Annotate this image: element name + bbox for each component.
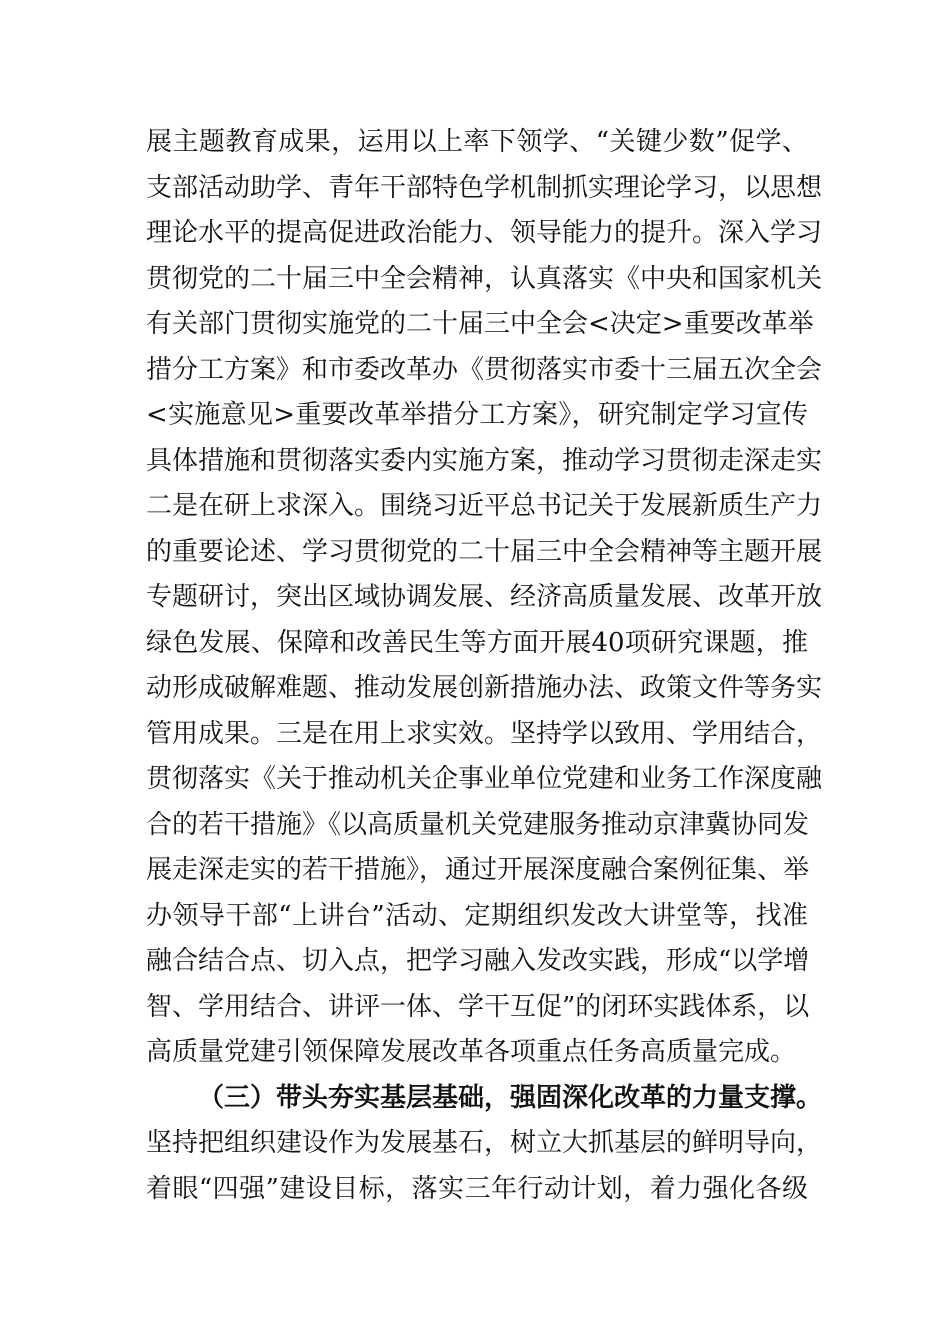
text-line: 的重要论述、学习贯彻党的二十届三中全会精神等主题开展 [146, 536, 823, 567]
text-line: 具体措施和贯彻落实委内实施方案，推动学习贯彻走深走实 [146, 445, 823, 476]
text-line: 管用成果。三是在用上求实效。坚持学以致用、学用结合， [146, 718, 823, 749]
text-line: 理论水平的提高促进政治能力、领导能力的提升。深入学习 [146, 218, 823, 248]
text-line: <实施意见>重要改革举措分工方案》，研究制定学习宣传 [146, 400, 808, 430]
text-line: 高质量党建引领保障发展改革各项重点任务高质量完成。 [146, 1037, 797, 1067]
text-line: 贯彻落实《关于推动机关企事业单位党建和业务工作深度融 [146, 764, 823, 794]
document-page [146, 120, 823, 1212]
text-line: 专题研讨，突出区域协调发展、经济高质量发展、改革开放 [146, 582, 823, 612]
text-line: 展主题教育成果，运用以上率下领学、“关键少数”促学、 [146, 127, 808, 157]
text-line: 有关部门贯彻实施党的二十届三中全会<决定>重要改革举 [146, 309, 814, 339]
text-line: 智、学用结合、讲评一体、学干互促”的闭环实践体系，以 [146, 991, 810, 1022]
text-line: 二是在研上求深入。围绕习近平总书记关于发展新质生产力 [146, 491, 823, 521]
text-line: 着眼“四强”建设目标，落实三年行动计划，着力强化各级 [146, 1173, 808, 1204]
text-line: 动形成破解难题、推动发展创新措施办法、政策文件等务实 [146, 673, 823, 703]
paragraph-study-practice [146, 120, 823, 1076]
section-heading: （三）带头夯实基层基础，强固深化改革的力量支撑。 [198, 1082, 823, 1113]
text-line: 坚持把组织建设作为发展基石，树立大抓基层的鲜明导向， [146, 1128, 823, 1158]
text-line: 绿色发展、保障和改善民生等方面开展40项研究课题，推 [146, 627, 808, 658]
text-line: 贯彻党的二十届三中全会精神，认真落实《中央和国家机关 [146, 263, 823, 294]
text-line: 措分工方案》和市委改革办《贯彻落实市委十三届五次全会 [146, 354, 823, 385]
text-line: 展走深走实的若干措施》，通过开展深度融合案例征集、举 [146, 855, 810, 885]
section-three [146, 1076, 823, 1213]
text-line: 支部活动助学、青年干部特色学机制抓实理论学习，以思想 [146, 172, 823, 203]
text-line: 融合结合点、切入点，把学习融入发改实践，形成“以学增 [146, 946, 810, 976]
text-line: 办领导干部“上讲台”活动、定期组织发改大讲堂等，找准 [146, 900, 808, 931]
text-line: 合的若干措施》《以高质量机关党建服务推动京津冀协同发 [146, 809, 810, 840]
